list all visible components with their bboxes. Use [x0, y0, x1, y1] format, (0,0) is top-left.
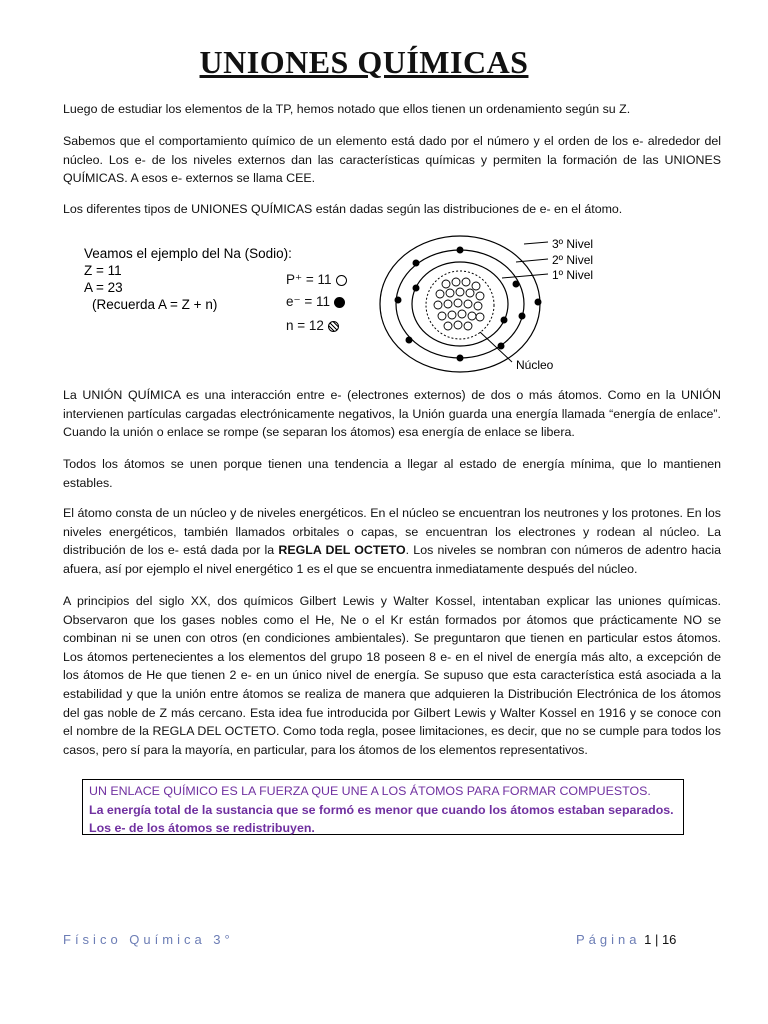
level-3-pointer: [524, 242, 548, 244]
atomic-number: Z = 11: [84, 263, 122, 278]
level-1-pointer: [502, 274, 548, 278]
paragraph-intro: Luego de estudiar los elementos de la TP, hemos notado que ellos tienen un ordenamiento según su Z.: [63, 102, 631, 116]
figure-heading: Veamos el ejemplo del Na (Sodio):: [84, 246, 292, 261]
page-title: UNIONES QUÍMICAS: [199, 44, 529, 80]
page-label: Página: [576, 932, 641, 947]
sodium-atom-figure: [78, 228, 728, 378]
page-current: 1: [644, 932, 652, 947]
definition-line-3: Los e- de los átomos se redistribuyen.: [89, 821, 315, 835]
atom-diagram: [376, 228, 636, 378]
atom-structure-text-b: . Los niveles se nombran con números de adentro hacia afuera, así por ejemplo el nivel energético 1 es el que se encuentra inmediatamente después del núcleo.: [63, 543, 722, 576]
paragraph-chemical-union: La UNIÓN QUÍMICA es una interacción entre e- (electrones externos) de dos o más átomos. Como en la UNIÓN intervienen partículas cargadas electrónicamente negativos, la Unión guarda una energía llamada “energía de enlace”. Cuando la unión o enlace se rompe (se separan los átomos) esa energía de enlace se libera.: [63, 388, 721, 440]
paragraph-lewis-kossel: A principios del siglo XX, dos químicos Gilbert Lewis y Walter Kossel, intentaban explicar las uniones químicas. Observaron que los gases nobles como el He, Ne o el Kr están formados por átomos que prácticamente NO se combinan ni se unen con otros (en condiciones ambientales). Se preguntaron que tienen en particular estos átomos. Los átomos pertenecientes a los elementos del grupo 18 poseen 8 e- en el nivel de energía más alto, a excepción de los átomos de He que tienen 2 e- en un único nivel de energía. Se supuso que esta característica está asociada a la estabilidad y que la unión entre átomos se realiza de manera que adquieren la Distribución Electrónica de los átomos del gas noble de Z más cercano. Esta idea fue introducida por Gilbert Lewis y Walter Kossel en 1916 y se conoce con el nombre de la REGLA DEL OCTETO. Como toda regla, posee limitaciones, es decir, que no se cumple para todos los casos, pero sí para la mayoría, en particular, para los átomos de los elementos representativos.: [63, 594, 721, 757]
level-3-label: 3º Nivel: [552, 237, 594, 251]
paragraph-behavior: Sabemos que el comportamiento químico de un elemento está dado por el número y el orden de los e- alrededor del núcleo. Los e- de los niveles externos dan las características químicas y permiten la formación de las UNIONES QUÍMICAS. A esos e- externos se llama CEE.: [63, 134, 721, 186]
page-total: 16: [661, 932, 677, 947]
octet-rule-bold: REGLA DEL OCTETO: [278, 543, 406, 558]
neutron-symbol-icon: [328, 321, 339, 332]
proton-symbol-icon: [336, 275, 347, 286]
nucleus-label: Núcleo: [516, 358, 554, 372]
electrons-legend: [286, 294, 345, 310]
sodium-data: [84, 245, 292, 313]
electron-symbol-icon: [334, 297, 345, 308]
paragraph-types: Los diferentes tipos de UNIONES QUÍMICAS están dadas según las distribuciones de e- en el átomo.: [63, 202, 623, 216]
paragraph-minimum-energy: Todos los átomos se unen porque tienen una tendencia a llegar al estado de energía mínima, que lo mantienen estables.: [63, 457, 721, 490]
paragraph-atom-structure: [63, 504, 721, 578]
footer-page-number: Página 1 | 16: [576, 932, 677, 947]
level-2-label: 2º Nivel: [552, 253, 594, 267]
protons-label: P⁺ = 11: [286, 272, 332, 287]
definition-line-2: La energía total de la sustancia que se formó es menor que cuando los átomos estaban separados.: [89, 802, 674, 817]
protons-legend: [286, 272, 347, 288]
definition-box: [82, 779, 684, 835]
mass-number: A = 23: [84, 280, 123, 295]
mass-reminder: (Recuerda A = Z + n): [92, 297, 218, 312]
neutrons-label: n = 12: [286, 318, 324, 333]
atom-structure-text-a: El átomo consta de un núcleo y de niveles energéticos. En el núcleo se encuentran los neutrones y los protones. En los niveles energéticos, también llamados orbitales o capas, se encuentran los electrones y rodean al núcleo. La distribución de los e- está dada por la: [63, 506, 721, 558]
neutrons-legend: [286, 318, 339, 333]
footer-subject: Físico Química 3°: [63, 932, 234, 947]
electrons-label: e⁻ = 11: [286, 294, 331, 309]
definition-line-1: UN ENLACE QUÍMICO ES LA FUERZA QUE UNE A LOS ÁTOMOS PARA FORMAR COMPUESTOS.: [89, 784, 651, 798]
level-1-label: 1º Nivel: [552, 268, 594, 282]
nucleus-particles: [434, 278, 484, 330]
nucleus-pointer: [480, 332, 512, 362]
